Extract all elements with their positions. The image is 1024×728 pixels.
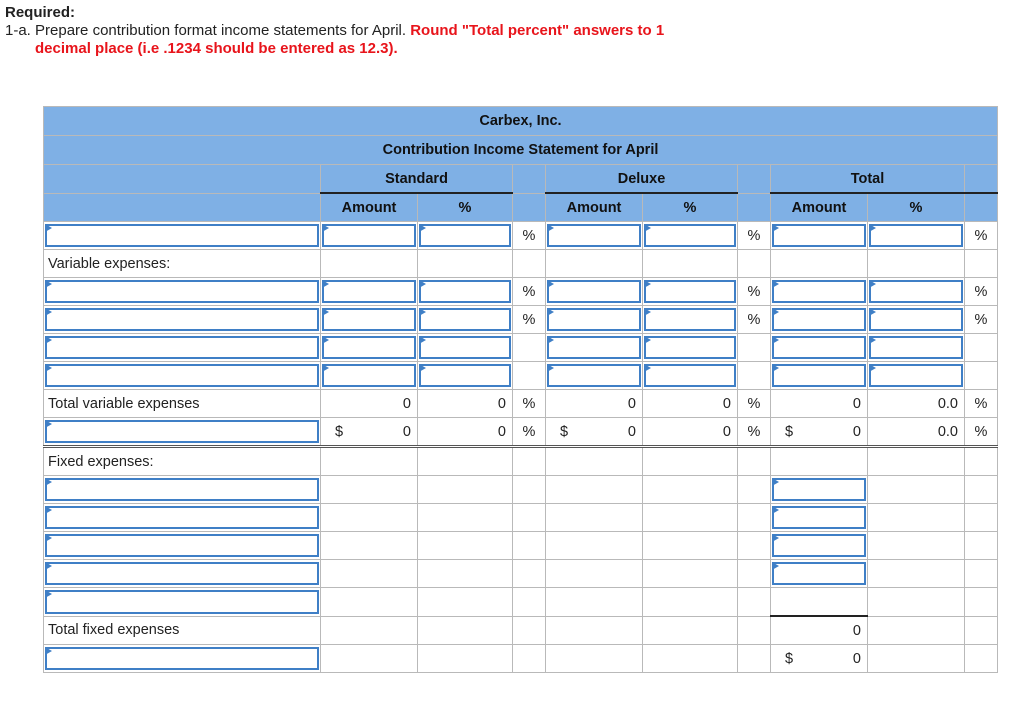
dlx-total-variable-amount: 0 [546, 390, 643, 418]
var-exp-label-input[interactable] [45, 280, 319, 303]
fixed-exp-amount-input[interactable] [772, 534, 866, 557]
std-cm-amount: $ 0 [321, 418, 418, 447]
std-pct-input[interactable] [419, 364, 511, 387]
var-exp-label-input[interactable] [45, 308, 319, 331]
dollar-sign: $ [785, 650, 794, 667]
instructions [5, 22, 785, 58]
std-total-variable-pct: 0 [418, 390, 513, 418]
dlx-amount-header: Amount [546, 193, 643, 222]
tot-amount-input[interactable] [772, 308, 866, 331]
tot-amount-input[interactable] [772, 280, 866, 303]
fixed-exp-label-input[interactable] [45, 506, 319, 529]
group-total: Total [771, 165, 965, 194]
tot-cm-pct: 0.0 [868, 418, 965, 447]
pct-sign: % [513, 390, 546, 418]
std-amount-input[interactable] [322, 336, 416, 359]
dollar-sign: $ [335, 423, 344, 440]
std-pct-input[interactable] [419, 280, 511, 303]
pct-sign: % [513, 418, 546, 447]
tot-sales-pct-input[interactable] [869, 224, 963, 247]
dlx-total-variable-pct: 0 [643, 390, 738, 418]
dollar-sign: $ [560, 423, 569, 440]
std-total-variable-amount: 0 [321, 390, 418, 418]
fixed-exp-label-input[interactable] [45, 478, 319, 501]
tot-total-variable-amount: 0 [771, 390, 868, 418]
contribution-statement-table [43, 106, 998, 673]
tot-pct-input[interactable] [869, 364, 963, 387]
required-heading: Required: [5, 4, 76, 21]
sales-label-cell[interactable] [44, 222, 321, 250]
fixed-exp-amount-input[interactable] [772, 506, 866, 529]
net-income-label-input[interactable] [45, 647, 319, 670]
dlx-cm-pct: 0 [643, 418, 738, 447]
dlx-cm-amount: $ 0 [546, 418, 643, 447]
std-amount-header: Amount [321, 193, 418, 222]
tot-sales-amount-input[interactable] [772, 224, 866, 247]
fixed-exp-label-input[interactable] [45, 590, 319, 614]
pct-sign: % [738, 306, 771, 334]
cm-label-input[interactable] [45, 420, 319, 443]
std-cm-pct: 0 [418, 418, 513, 447]
fixed-exp-amount-input[interactable] [772, 478, 866, 501]
dlx-pct-input[interactable] [644, 336, 736, 359]
dlx-pct-input[interactable] [644, 280, 736, 303]
pct-sign: % [513, 278, 546, 306]
tot-pct-input[interactable] [869, 336, 963, 359]
std-amount-input[interactable] [322, 364, 416, 387]
total-fixed-label: Total fixed expenses [44, 616, 321, 645]
fixed-expenses-label: Fixed expenses: [44, 447, 321, 476]
std-sales-amount-input[interactable] [322, 224, 416, 247]
dollar-sign: $ [785, 423, 794, 440]
pct-sign: % [965, 306, 998, 334]
tot-amount-header: Amount [771, 193, 868, 222]
rounding-note-line1: Round "Total percent" answers to 1 [410, 22, 665, 39]
company-name: Carbex, Inc. [44, 107, 998, 136]
dlx-amount-input[interactable] [547, 364, 641, 387]
dlx-amount-input[interactable] [547, 336, 641, 359]
group-deluxe: Deluxe [546, 165, 738, 194]
statement-title: Contribution Income Statement for April [44, 136, 998, 165]
var-exp-label-input[interactable] [45, 336, 319, 359]
group-standard: Standard [321, 165, 513, 194]
std-sales-pct-input[interactable] [419, 224, 511, 247]
net-income-amount: $ 0 [771, 645, 868, 673]
total-variable-label: Total variable expenses [44, 390, 321, 418]
pct-sign: % [738, 390, 771, 418]
var-exp-label-input[interactable] [45, 364, 319, 387]
dlx-sales-pct-input[interactable] [644, 224, 736, 247]
fixed-exp-amount-input[interactable] [772, 562, 866, 585]
sales-label-input[interactable] [45, 224, 319, 247]
tot-total-variable-pct: 0.0 [868, 390, 965, 418]
pct-sign: % [738, 418, 771, 447]
fixed-exp-label-input[interactable] [45, 562, 319, 585]
dlx-amount-input[interactable] [547, 280, 641, 303]
std-amount-input[interactable] [322, 280, 416, 303]
variable-expenses-label: Variable expenses: [44, 250, 321, 278]
pct-sign: % [738, 222, 771, 250]
instruction-text: Prepare contribution format income statements for April. [35, 22, 407, 39]
pct-sign: % [513, 306, 546, 334]
dlx-sales-amount-input[interactable] [547, 224, 641, 247]
tot-cm-amount: $ 0 [771, 418, 868, 447]
pct-sign: % [738, 278, 771, 306]
rounding-note-line2: decimal place (i.e .1234 should be entered as 12.3). [35, 40, 398, 57]
std-pct-input[interactable] [419, 336, 511, 359]
dlx-pct-header: % [643, 193, 738, 222]
std-amount-input[interactable] [322, 308, 416, 331]
tot-amount-input[interactable] [772, 364, 866, 387]
dlx-pct-input[interactable] [644, 364, 736, 387]
pct-sign: % [965, 418, 998, 447]
tot-pct-input[interactable] [869, 280, 963, 303]
pct-sign: % [513, 222, 546, 250]
dlx-pct-input[interactable] [644, 308, 736, 331]
item-number: 1-a. [5, 22, 31, 39]
tot-pct-header: % [868, 193, 965, 222]
std-pct-input[interactable] [419, 308, 511, 331]
tot-pct-input[interactable] [869, 308, 963, 331]
fixed-exp-label-input[interactable] [45, 534, 319, 557]
tot-amount-input[interactable] [772, 336, 866, 359]
pct-sign: % [965, 222, 998, 250]
pct-sign: % [965, 390, 998, 418]
total-fixed-amount: 0 [771, 616, 868, 645]
dlx-amount-input[interactable] [547, 308, 641, 331]
pct-sign: % [965, 278, 998, 306]
std-pct-header: % [418, 193, 513, 222]
